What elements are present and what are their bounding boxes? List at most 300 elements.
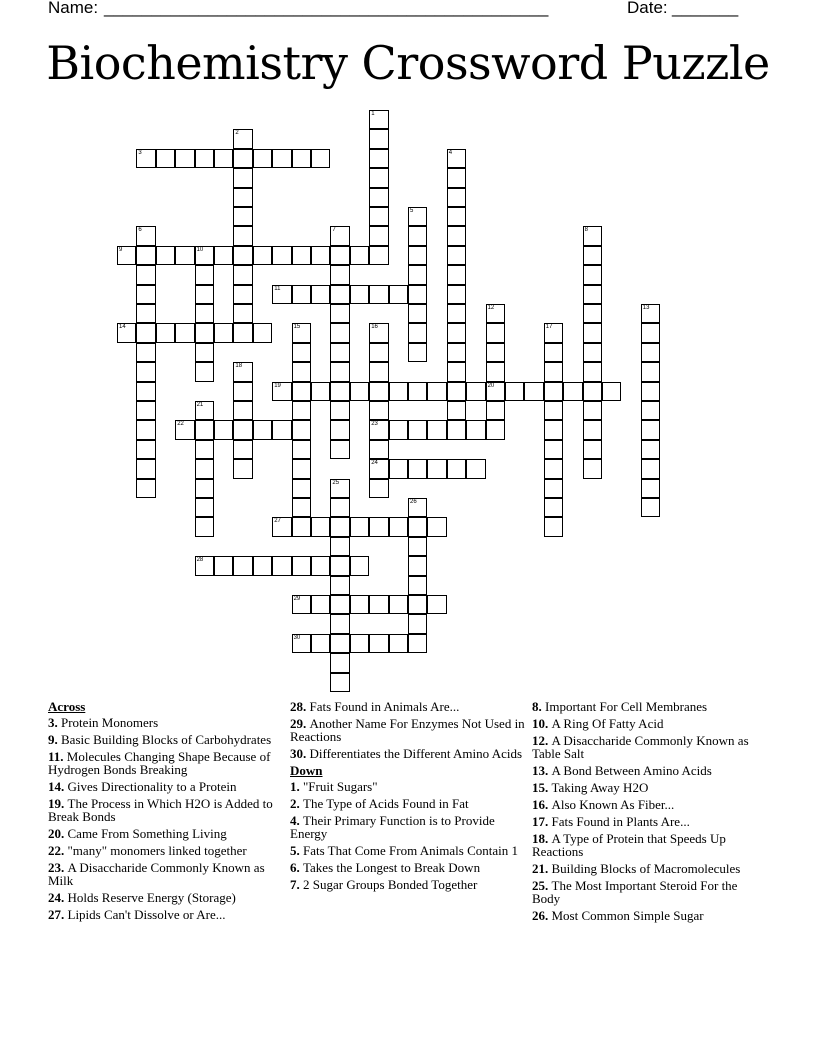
grid-cell[interactable] <box>233 401 252 420</box>
grid-cell[interactable] <box>544 382 563 401</box>
grid-cell[interactable] <box>544 401 563 420</box>
grid-cell[interactable] <box>486 323 505 342</box>
grid-cell[interactable] <box>447 246 466 265</box>
grid-cell[interactable] <box>136 459 155 478</box>
grid-cell[interactable] <box>389 634 408 653</box>
grid-cell[interactable] <box>389 459 408 478</box>
grid-cell[interactable] <box>427 517 446 536</box>
clue-text: A Disaccharide Commonly Known as Milk <box>48 860 265 888</box>
grid-cell[interactable] <box>330 498 349 517</box>
grid-cell[interactable] <box>583 323 602 342</box>
grid-cell[interactable] <box>330 323 349 342</box>
grid-cell[interactable] <box>175 323 194 342</box>
grid-cell[interactable] <box>408 420 427 439</box>
clue-text: Takes the Longest to Break Down <box>303 860 481 875</box>
grid-cell[interactable] <box>136 323 155 342</box>
grid-cell[interactable] <box>641 440 660 459</box>
grid-cell[interactable] <box>563 382 582 401</box>
grid-cell[interactable] <box>544 362 563 381</box>
down-heading: Down <box>290 763 323 778</box>
grid-cell[interactable] <box>292 382 311 401</box>
grid-cell[interactable] <box>330 265 349 284</box>
grid-cell[interactable] <box>408 498 427 517</box>
grid-cell[interactable] <box>330 517 349 536</box>
grid-cell[interactable] <box>427 595 446 614</box>
clue-item <box>532 798 768 811</box>
grid-cell[interactable] <box>136 246 155 265</box>
clue-number-label: 14. <box>48 779 68 794</box>
grid-cell[interactable] <box>447 149 466 168</box>
grid-cell[interactable] <box>369 440 388 459</box>
clue-number: 16 <box>371 324 378 331</box>
grid-cell[interactable] <box>136 440 155 459</box>
grid-cell[interactable] <box>641 323 660 342</box>
grid-cell[interactable] <box>214 556 233 575</box>
grid-cell[interactable] <box>233 420 252 439</box>
clue-number-label: 8. <box>532 699 545 714</box>
grid-cell[interactable] <box>369 168 388 187</box>
grid-cell[interactable] <box>447 420 466 439</box>
clue-item <box>290 861 526 874</box>
grid-cell[interactable] <box>272 382 291 401</box>
grid-cell[interactable] <box>641 479 660 498</box>
grid-cell[interactable] <box>350 382 369 401</box>
grid-cell[interactable] <box>195 362 214 381</box>
clue-text: A Ring Of Fatty Acid <box>551 716 664 731</box>
grid-cell[interactable] <box>292 556 311 575</box>
grid-cell[interactable] <box>330 634 349 653</box>
grid-cell[interactable] <box>156 323 175 342</box>
grid-cell[interactable] <box>195 304 214 323</box>
grid-cell[interactable] <box>583 304 602 323</box>
grid-cell[interactable] <box>544 479 563 498</box>
grid-cell[interactable] <box>544 517 563 536</box>
grid-cell[interactable] <box>136 226 155 245</box>
grid-cell[interactable] <box>641 459 660 478</box>
grid-cell[interactable] <box>330 556 349 575</box>
grid-cell[interactable] <box>156 246 175 265</box>
grid-cell[interactable] <box>233 207 252 226</box>
grid-cell[interactable] <box>233 382 252 401</box>
grid-cell[interactable] <box>330 537 349 556</box>
grid-cell[interactable] <box>408 304 427 323</box>
grid-cell[interactable] <box>292 149 311 168</box>
clue-item <box>290 797 526 810</box>
grid-cell[interactable] <box>447 362 466 381</box>
grid-cell[interactable] <box>389 595 408 614</box>
clue-text: The Type of Acids Found in Fat <box>303 796 469 811</box>
grid-cell[interactable] <box>330 343 349 362</box>
grid-cell[interactable] <box>330 479 349 498</box>
grid-cell[interactable] <box>330 595 349 614</box>
clue-item <box>290 878 526 891</box>
grid-cell[interactable] <box>233 323 252 342</box>
grid-cell[interactable] <box>136 420 155 439</box>
grid-cell[interactable] <box>175 149 194 168</box>
grid-cell[interactable] <box>408 576 427 595</box>
grid-cell[interactable] <box>350 285 369 304</box>
grid-cell[interactable] <box>447 382 466 401</box>
grid-cell[interactable] <box>253 246 272 265</box>
grid-cell[interactable] <box>292 285 311 304</box>
clue-number-label: 4. <box>290 813 303 828</box>
grid-cell[interactable] <box>233 168 252 187</box>
grid-cell[interactable] <box>544 343 563 362</box>
grid-cell[interactable] <box>447 459 466 478</box>
grid-cell[interactable] <box>389 420 408 439</box>
grid-cell[interactable] <box>447 343 466 362</box>
clue-number: 19 <box>274 382 281 389</box>
grid-cell[interactable] <box>195 556 214 575</box>
grid-cell[interactable] <box>136 265 155 284</box>
grid-cell[interactable] <box>292 362 311 381</box>
grid-cell[interactable] <box>195 459 214 478</box>
grid-cell[interactable] <box>136 149 155 168</box>
grid-cell[interactable] <box>195 498 214 517</box>
grid-cell[interactable] <box>583 343 602 362</box>
clues-column-2 <box>290 700 526 895</box>
grid-cell[interactable] <box>136 362 155 381</box>
grid-cell[interactable] <box>272 246 291 265</box>
grid-cell[interactable] <box>350 634 369 653</box>
clue-item <box>532 734 768 760</box>
grid-cell[interactable] <box>583 420 602 439</box>
grid-cell[interactable] <box>641 304 660 323</box>
clue-item <box>48 844 284 857</box>
clue-item <box>290 814 526 840</box>
grid-cell[interactable] <box>195 343 214 362</box>
grid-cell[interactable] <box>641 401 660 420</box>
grid-cell[interactable] <box>292 246 311 265</box>
clues-column-1 <box>48 700 284 925</box>
grid-cell[interactable] <box>408 323 427 342</box>
grid-cell[interactable] <box>408 517 427 536</box>
grid-cell[interactable] <box>583 265 602 284</box>
grid-cell[interactable] <box>427 459 446 478</box>
grid-cell[interactable] <box>195 149 214 168</box>
grid-cell[interactable] <box>408 265 427 284</box>
grid-cell[interactable] <box>253 323 272 342</box>
grid-cell[interactable] <box>136 382 155 401</box>
grid-cell[interactable] <box>389 285 408 304</box>
grid-cell[interactable] <box>233 226 252 245</box>
grid-cell[interactable] <box>447 401 466 420</box>
grid-cell[interactable] <box>389 382 408 401</box>
grid-cell[interactable] <box>195 401 214 420</box>
grid-cell[interactable] <box>447 226 466 245</box>
grid-cell[interactable] <box>175 420 194 439</box>
grid-cell[interactable] <box>641 382 660 401</box>
clue-number-label: 20. <box>48 826 68 841</box>
clue-number: 12 <box>487 305 495 311</box>
clue-item <box>290 844 526 857</box>
grid-cell[interactable] <box>369 634 388 653</box>
grid-cell[interactable] <box>233 304 252 323</box>
grid-cell[interactable] <box>369 420 388 439</box>
grid-cell[interactable] <box>544 420 563 439</box>
grid-cell[interactable] <box>233 265 252 284</box>
grid-cell[interactable] <box>233 129 252 148</box>
grid-cell[interactable] <box>369 382 388 401</box>
grid-cell[interactable] <box>195 323 214 342</box>
grid-cell[interactable] <box>195 265 214 284</box>
grid-cell[interactable] <box>641 498 660 517</box>
grid-cell[interactable] <box>408 246 427 265</box>
grid-cell[interactable] <box>486 382 505 401</box>
grid-cell[interactable] <box>272 420 291 439</box>
clue-text: "many" monomers linked together <box>67 843 247 858</box>
grid-cell[interactable] <box>408 459 427 478</box>
grid-cell[interactable] <box>330 420 349 439</box>
grid-cell[interactable] <box>292 343 311 362</box>
grid-cell[interactable] <box>544 459 563 478</box>
grid-cell[interactable] <box>369 285 388 304</box>
grid-cell[interactable] <box>583 226 602 245</box>
clue-number: 1 <box>371 111 375 117</box>
grid-cell[interactable] <box>408 343 427 362</box>
clue-number-label: 9. <box>48 732 61 747</box>
clue-text: Important For Cell Membranes <box>545 699 708 714</box>
grid-cell[interactable] <box>583 382 602 401</box>
clue-item <box>532 764 768 777</box>
grid-cell[interactable] <box>195 246 214 265</box>
grid-cell[interactable] <box>330 285 349 304</box>
grid-cell[interactable] <box>156 149 175 168</box>
grid-cell[interactable] <box>233 362 252 381</box>
clue-number-label: 30. <box>290 746 310 761</box>
grid-cell[interactable] <box>544 498 563 517</box>
page-title: Biochemistry Crossword Puzzle <box>46 36 770 90</box>
grid-cell[interactable] <box>427 420 446 439</box>
grid-cell[interactable] <box>486 362 505 381</box>
grid-cell[interactable] <box>292 634 311 653</box>
grid-cell[interactable] <box>195 440 214 459</box>
grid-cell[interactable] <box>292 459 311 478</box>
clue-number: 15 <box>293 324 301 331</box>
grid-cell[interactable] <box>253 556 272 575</box>
grid-cell[interactable] <box>641 420 660 439</box>
grid-cell[interactable] <box>330 246 349 265</box>
across-heading: Across <box>48 699 86 714</box>
grid-cell[interactable] <box>330 226 349 245</box>
clue-number: 3 <box>138 149 142 156</box>
grid-cell[interactable] <box>136 343 155 362</box>
grid-cell[interactable] <box>195 517 214 536</box>
grid-cell[interactable] <box>408 537 427 556</box>
grid-cell[interactable] <box>486 420 505 439</box>
grid-cell[interactable] <box>330 401 349 420</box>
grid-cell[interactable] <box>311 595 330 614</box>
grid-cell[interactable] <box>389 517 408 536</box>
grid-cell[interactable] <box>486 304 505 323</box>
grid-cell[interactable] <box>369 323 388 342</box>
clue-number-label: 23. <box>48 860 68 875</box>
grid-cell[interactable] <box>583 459 602 478</box>
grid-cell[interactable] <box>233 149 252 168</box>
grid-cell[interactable] <box>292 595 311 614</box>
grid-cell[interactable] <box>214 246 233 265</box>
grid-cell[interactable] <box>330 576 349 595</box>
clue-number: 5 <box>410 208 414 214</box>
grid-cell[interactable] <box>136 479 155 498</box>
grid-cell[interactable] <box>292 517 311 536</box>
grid-cell[interactable] <box>292 401 311 420</box>
grid-cell[interactable] <box>408 382 427 401</box>
grid-cell[interactable] <box>214 323 233 342</box>
grid-cell[interactable] <box>369 110 388 129</box>
grid-cell[interactable] <box>350 556 369 575</box>
grid-cell[interactable] <box>466 459 485 478</box>
grid-cell[interactable] <box>408 595 427 614</box>
grid-cell[interactable] <box>350 246 369 265</box>
grid-cell[interactable] <box>195 420 214 439</box>
grid-cell[interactable] <box>233 556 252 575</box>
clue-number: 30 <box>293 634 301 641</box>
grid-cell[interactable] <box>214 420 233 439</box>
grid-cell[interactable] <box>466 420 485 439</box>
grid-cell[interactable] <box>330 362 349 381</box>
grid-cell[interactable] <box>233 246 252 265</box>
grid-cell[interactable] <box>583 401 602 420</box>
grid-cell[interactable] <box>369 517 388 536</box>
grid-cell[interactable] <box>544 323 563 342</box>
grid-cell[interactable] <box>350 517 369 536</box>
grid-cell[interactable] <box>544 440 563 459</box>
grid-cell[interactable] <box>369 207 388 226</box>
grid-cell[interactable] <box>233 459 252 478</box>
name-blank[interactable]: _______________________________________________ <box>104 0 549 17</box>
grid-cell[interactable] <box>292 323 311 342</box>
grid-cell[interactable] <box>369 129 388 148</box>
grid-cell[interactable] <box>447 188 466 207</box>
grid-cell[interactable] <box>311 149 330 168</box>
grid-cell[interactable] <box>330 673 349 692</box>
grid-cell[interactable] <box>408 207 427 226</box>
grid-cell[interactable] <box>447 285 466 304</box>
grid-cell[interactable] <box>369 149 388 168</box>
grid-cell[interactable] <box>311 556 330 575</box>
grid-cell[interactable] <box>272 285 291 304</box>
grid-cell[interactable] <box>369 188 388 207</box>
grid-cell[interactable] <box>253 149 272 168</box>
grid-cell[interactable] <box>486 343 505 362</box>
grid-cell[interactable] <box>330 614 349 633</box>
grid-cell[interactable] <box>292 479 311 498</box>
grid-cell[interactable] <box>292 420 311 439</box>
grid-cell[interactable] <box>408 226 427 245</box>
grid-cell[interactable] <box>195 285 214 304</box>
grid-cell[interactable] <box>292 440 311 459</box>
grid-cell[interactable] <box>524 382 543 401</box>
grid-cell[interactable] <box>447 207 466 226</box>
grid-cell[interactable] <box>369 362 388 381</box>
grid-cell[interactable] <box>602 382 621 401</box>
grid-cell[interactable] <box>505 382 524 401</box>
grid-cell[interactable] <box>641 343 660 362</box>
grid-cell[interactable] <box>583 246 602 265</box>
grid-cell[interactable] <box>486 401 505 420</box>
grid-cell[interactable] <box>447 304 466 323</box>
grid-cell[interactable] <box>369 343 388 362</box>
grid-cell[interactable] <box>583 440 602 459</box>
grid-cell[interactable] <box>369 246 388 265</box>
grid-cell[interactable] <box>311 634 330 653</box>
grid-cell[interactable] <box>233 285 252 304</box>
grid-cell[interactable] <box>330 382 349 401</box>
grid-cell[interactable] <box>330 653 349 672</box>
grid-cell[interactable] <box>408 614 427 633</box>
grid-cell[interactable] <box>272 149 291 168</box>
clue-number: 29 <box>293 596 301 602</box>
grid-cell[interactable] <box>369 479 388 498</box>
grid-cell[interactable] <box>311 517 330 536</box>
clue-number: 22 <box>177 421 184 428</box>
clue-number-label: 26. <box>532 908 552 923</box>
grid-cell[interactable] <box>272 556 291 575</box>
clue-number: 11 <box>274 285 281 292</box>
grid-cell[interactable] <box>447 265 466 284</box>
date-blank[interactable]: _______ <box>672 0 739 17</box>
grid-cell[interactable] <box>369 595 388 614</box>
clue-number-label: 15. <box>532 780 552 795</box>
grid-cell[interactable] <box>583 285 602 304</box>
grid-cell[interactable] <box>641 362 660 381</box>
clue-number: 6 <box>138 227 142 234</box>
clue-number: 27 <box>274 518 281 525</box>
grid-cell[interactable] <box>136 285 155 304</box>
grid-cell[interactable] <box>175 246 194 265</box>
grid-cell[interactable] <box>195 479 214 498</box>
clue-item <box>290 747 526 760</box>
grid-cell[interactable] <box>466 382 485 401</box>
grid-cell[interactable] <box>408 634 427 653</box>
grid-cell[interactable] <box>272 517 291 536</box>
grid-cell[interactable] <box>447 323 466 342</box>
clue-number: 24 <box>371 460 378 467</box>
grid-cell[interactable] <box>136 401 155 420</box>
grid-cell[interactable] <box>408 285 427 304</box>
grid-cell[interactable] <box>311 285 330 304</box>
grid-cell[interactable] <box>136 304 155 323</box>
grid-cell[interactable] <box>214 149 233 168</box>
grid-cell[interactable] <box>583 362 602 381</box>
clue-number-label: 16. <box>532 797 552 812</box>
clue-number-label: 13. <box>532 763 552 778</box>
grid-cell[interactable] <box>117 323 136 342</box>
grid-cell[interactable] <box>233 188 252 207</box>
grid-cell[interactable] <box>311 382 330 401</box>
grid-cell[interactable] <box>369 459 388 478</box>
grid-cell[interactable] <box>292 498 311 517</box>
grid-cell[interactable] <box>253 420 272 439</box>
grid-cell[interactable] <box>369 226 388 245</box>
clue-text: Most Common Simple Sugar <box>551 908 704 923</box>
clue-item <box>290 717 526 743</box>
clue-item <box>48 827 284 840</box>
grid-cell[interactable] <box>350 595 369 614</box>
grid-cell[interactable] <box>330 304 349 323</box>
grid-cell[interactable] <box>117 246 136 265</box>
grid-cell[interactable] <box>233 440 252 459</box>
grid-cell[interactable] <box>330 440 349 459</box>
grid-cell[interactable] <box>369 401 388 420</box>
grid-cell[interactable] <box>311 246 330 265</box>
grid-cell[interactable] <box>408 556 427 575</box>
grid-cell[interactable] <box>427 382 446 401</box>
clue-item <box>48 891 284 904</box>
grid-cell[interactable] <box>447 168 466 187</box>
clue-text: Another Name For Enzymes Not Used in Reactions <box>290 716 525 744</box>
